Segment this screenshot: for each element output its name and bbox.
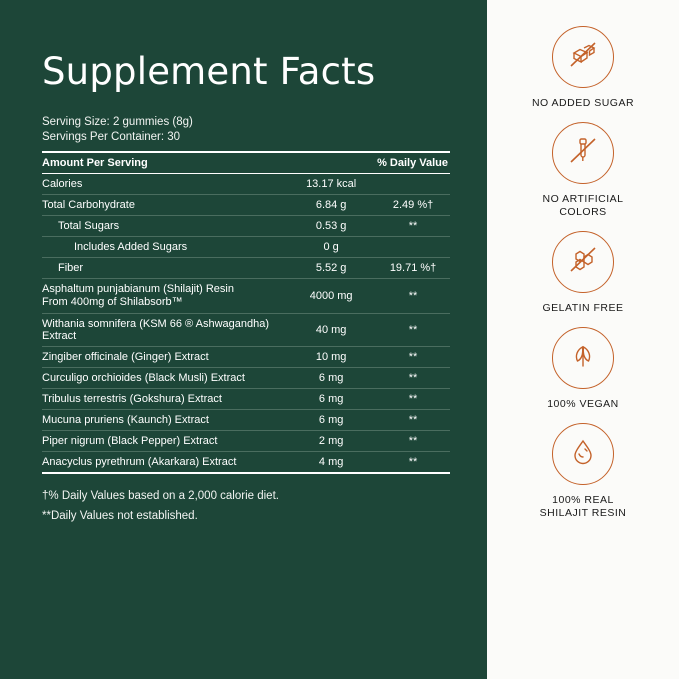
nutrient-amount: 6 mg [286, 410, 376, 431]
column-header-spacer [286, 152, 376, 174]
nutrient-amount: 6 mg [286, 389, 376, 410]
table-row [42, 389, 450, 410]
table-row [42, 452, 450, 474]
nutrient-name: Calories [42, 174, 286, 195]
nutrient-amount: 0.53 g [286, 216, 376, 237]
column-header-daily-value: % Daily Value [376, 152, 450, 174]
table-row [42, 347, 450, 368]
badge-no-added-sugar [532, 26, 634, 110]
nutrient-dv [376, 174, 450, 195]
nutrient-dv: ** [376, 216, 450, 237]
nutrient-dv: ** [376, 347, 450, 368]
nutrient-name: Asphaltum punjabianum (Shilajit) Resin [42, 283, 234, 295]
badge-circle [552, 122, 614, 184]
nutrient-name: Fiber [42, 258, 286, 279]
leaf-icon [565, 338, 601, 379]
nutrient-dv: 19.71 %† [376, 258, 450, 279]
nutrient-dv: ** [376, 410, 450, 431]
nutrient-name: Curculigo orchioides (Black Musli) Extract [42, 368, 286, 389]
table-row [42, 258, 450, 279]
badge-circle [552, 231, 614, 293]
serving-size: Serving Size: 2 gummies (8g) [42, 116, 193, 128]
nutrient-amount: 2 mg [286, 431, 376, 452]
nutrient-dv [376, 237, 450, 258]
nutrient-amount: 6.84 g [286, 195, 376, 216]
nutrient-name-group [42, 279, 286, 314]
nutrient-name: Anacyclus pyrethrum (Akarkara) Extract [42, 452, 286, 474]
badge-label: GELATIN FREE [542, 302, 624, 314]
nutrient-amount: 6 mg [286, 368, 376, 389]
serving-info [42, 115, 447, 145]
footnote-not-established: **Daily Values not established. [42, 510, 198, 522]
nutrient-dv: ** [376, 389, 450, 410]
table-row [42, 195, 450, 216]
table-row [42, 216, 450, 237]
nutrient-name: Total Sugars [42, 216, 286, 237]
nutrient-dv: ** [376, 279, 450, 314]
footnote-daily-values: †% Daily Values based on a 2,000 calorie diet. [42, 490, 279, 502]
badges-panel [487, 0, 679, 679]
nutrient-name: Mucuna pruriens (Kaunch) Extract [42, 410, 286, 431]
badge-circle [552, 26, 614, 88]
footnotes [42, 486, 447, 526]
badge-label: 100% VEGAN [547, 398, 619, 410]
nutrient-amount: 13.17 kcal [286, 174, 376, 195]
nutrient-amount: 0 g [286, 237, 376, 258]
table-row [42, 410, 450, 431]
badge-label: NO ADDED SUGAR [531, 97, 635, 109]
nutrient-dv: 2.49 %† [376, 195, 450, 216]
badge-label: 100% REAL SHILAJIT RESIN [539, 494, 627, 519]
nutrient-name-secondary: From 400mg of Shilabsorb™ [42, 296, 183, 308]
table-row [42, 279, 450, 314]
table-row [42, 368, 450, 389]
nutrient-name: Includes Added Sugars [42, 237, 286, 258]
badge-circle [552, 423, 614, 485]
table-row [42, 237, 450, 258]
resin-drop-icon [565, 434, 601, 475]
table-row [42, 431, 450, 452]
nutrient-dv: ** [376, 431, 450, 452]
no-gelatin-capsule-icon [565, 242, 601, 283]
nutrient-amount: 5.52 g [286, 258, 376, 279]
table-row [42, 314, 450, 347]
badge-gelatin-free [542, 231, 623, 315]
no-dropper-icon [565, 133, 601, 174]
nutrient-name: Withania somnifera (KSM 66 ® Ashwagandha) Extract [42, 314, 286, 347]
nutrient-dv: ** [376, 368, 450, 389]
servings-per-container: Servings Per Container: 30 [42, 131, 181, 143]
nutrient-name: Total Carbohydrate [42, 195, 286, 216]
nutrient-name: Piper nigrum (Black Pepper) Extract [42, 431, 286, 452]
no-sugar-cubes-icon [565, 37, 601, 78]
nutrient-amount: 4000 mg [286, 279, 376, 314]
column-header-amount: Amount Per Serving [42, 152, 286, 174]
nutrient-name: Tribulus terrestris (Gokshura) Extract [42, 389, 286, 410]
badge-real-shilajit-resin [540, 423, 627, 520]
nutrient-amount: 10 mg [286, 347, 376, 368]
nutrient-name: Zingiber officinale (Ginger) Extract [42, 347, 286, 368]
nutrient-amount: 40 mg [286, 314, 376, 347]
nutrient-dv: ** [376, 452, 450, 474]
badge-circle [552, 327, 614, 389]
badge-no-artificial-colors [543, 122, 624, 219]
table-row [42, 174, 450, 195]
badge-label: NO ARTIFICIAL COLORS [542, 193, 624, 218]
nutrient-dv: ** [376, 314, 450, 347]
nutrition-table [42, 151, 450, 474]
page-title: Supplement Facts [42, 50, 376, 93]
badge-vegan [547, 327, 619, 411]
nutrient-amount: 4 mg [286, 452, 376, 474]
nutrition-table-body [42, 152, 450, 473]
table-header-row [42, 152, 450, 174]
